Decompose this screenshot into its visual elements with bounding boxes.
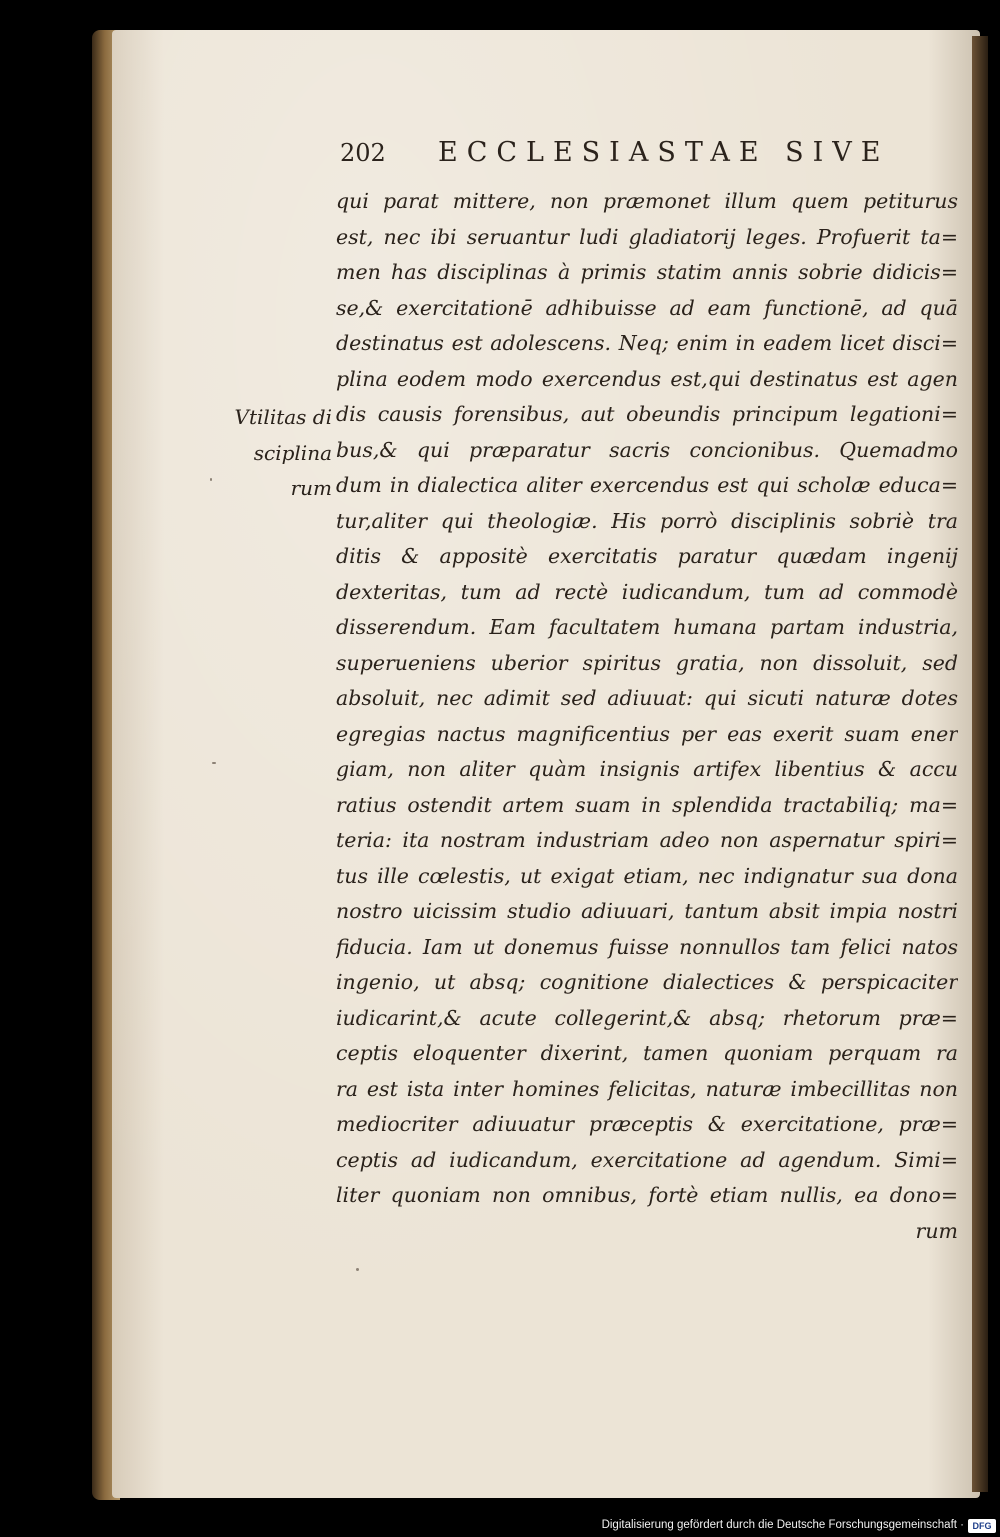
text-line: ingenio, ut absq; cognitione dialectices & perspicaciter — [336, 970, 958, 994]
text-line: absoluit, nec adimit sed adiuuat: qui sicuti naturæ dotes — [336, 686, 958, 710]
text-line: ra est ista inter homines felicitas, naturæ imbecillitas non — [336, 1076, 958, 1101]
running-head — [340, 133, 940, 177]
text-line: ditis & appositè exercitatis paratur quædam ingenij — [336, 544, 958, 568]
marginal-note-line: sciplina — [253, 440, 332, 465]
dfg-logo: DFG — [968, 1519, 996, 1533]
text-line: bus,& qui præparatur sacris concionibus. Quemadmo — [336, 437, 958, 462]
page-number: 202 — [340, 139, 386, 167]
text-line: plina eodem modo exercendus est,qui destinatus est agen — [336, 366, 958, 391]
text-line: egregias nactus magnificentius per eas exerit suam ener — [336, 721, 958, 746]
text-line: liter quoniam non omnibus, fortè etiam nullis, ea dono= — [336, 1183, 958, 1207]
text-line: dum in dialectica aliter exercendus est qui scholæ educa= — [336, 473, 958, 497]
text-line: dis causis forensibus, aut obeundis principum legationi= — [336, 402, 958, 426]
body-text — [336, 184, 958, 1249]
catchword: rum — [915, 1218, 958, 1243]
text-line: disserendum. Eam facultatem humana partam industria, — [336, 615, 958, 639]
text-line: se,& exercitationē adhibuisse ad eam functionē, ad quā — [336, 295, 958, 320]
text-line: superueniens uberior spiritus gratia, non dissoluit, sed — [336, 650, 958, 675]
marginal-note-line: rum — [290, 476, 332, 500]
funding-credit: Digitalisierung gefördert durch die Deutsche Forschungsgemeinschaft · — [601, 1519, 964, 1531]
page-right-edge — [972, 36, 988, 1492]
text-line: fiducia. Iam ut donemus fuisse nonnullos tam felici natos — [336, 934, 958, 959]
paper-speck — [356, 1268, 359, 1271]
marginal-note — [196, 400, 332, 507]
text-line: mediocriter adiuuatur præceptis & exercitatione, præ= — [336, 1112, 958, 1136]
text-line: destinatus est adolescens. Neq; enim in eadem licet disci= — [336, 331, 958, 355]
text-line: ceptis eloquenter dixerint, tamen quoniam perquam ra — [336, 1041, 958, 1065]
running-head-title: ECCLESIASTAE SIVE — [438, 137, 890, 168]
text-line: nostro uicissim studio adiuuari, tantum absit impia nostri — [336, 899, 958, 923]
text-line: giam, non aliter quàm insignis artifex libentius & accu — [336, 757, 958, 781]
text-line: ceptis ad iudicandum, exercitatione ad agendum. Simi= — [336, 1147, 958, 1172]
marginal-note-line: Vtilitas di — [234, 405, 332, 429]
text-line: iudicarint,& acute collegerint,& absq; rhetorum præ= — [336, 1005, 958, 1030]
text-line: tus ille cœlestis, ut exigat etiam, nec indignatur sua dona — [336, 863, 958, 888]
text-line: tur,aliter qui theologiæ. His porrò disciplinis sobriè tra — [336, 508, 958, 533]
footer-bar — [0, 1516, 1000, 1537]
text-line: teria: ita nostram industriam adeo non aspernatur spiri= — [336, 828, 958, 852]
text-line: ratius ostendit artem suam in splendida tractabiliq; ma= — [336, 792, 958, 817]
text-line: dexteritas, tum ad rectè iudicandum, tum ad commodè — [336, 579, 958, 604]
text-line: men has disciplinas à primis statim annis sobrie didicis= — [336, 260, 958, 284]
text-line: qui parat mittere, non præmonet illum quem petiturus — [336, 189, 958, 213]
paper-speck — [212, 762, 216, 764]
text-line: est, nec ibi seruantur ludi gladiatorij leges. Profuerit ta= — [336, 224, 958, 249]
